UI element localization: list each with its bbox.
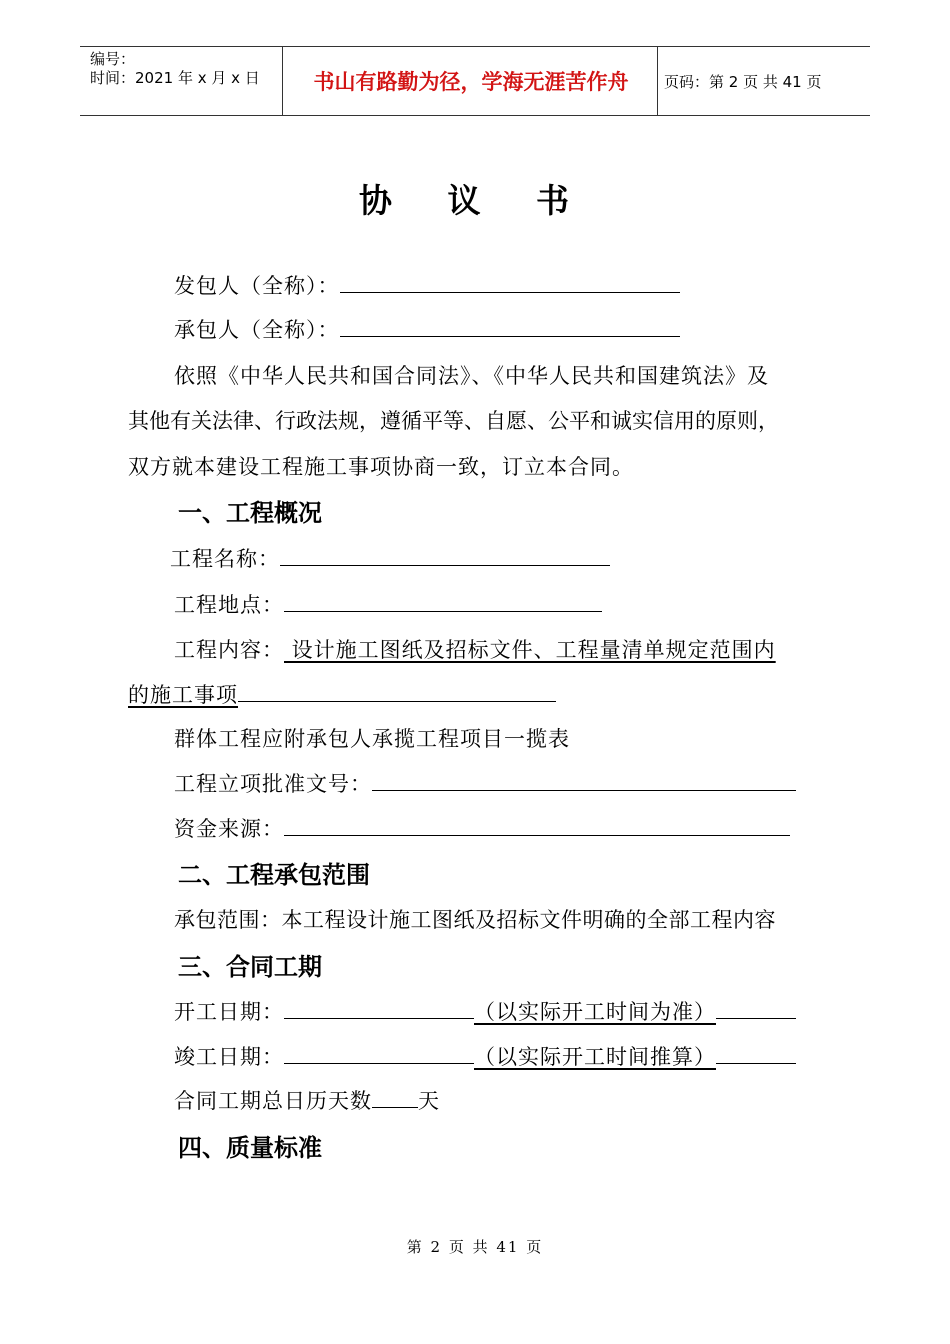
total-days-field[interactable] <box>372 1087 418 1108</box>
document-title: 协 议 书 <box>359 181 591 220</box>
party-a-row <box>174 270 680 300</box>
end-date-note: （以实际开工时间推算） <box>474 1045 716 1069</box>
end-date-label: 竣工日期： <box>174 1045 284 1069</box>
approval-number-field[interactable] <box>372 770 796 791</box>
project-location-label: 工程地点： <box>174 593 284 617</box>
total-days-row <box>174 1085 440 1115</box>
total-days-suffix: 天 <box>418 1089 440 1113</box>
section-heading: 四、质量标准 <box>178 1134 322 1162</box>
party-a-field[interactable] <box>340 272 680 293</box>
fund-source-label: 资金来源： <box>174 817 284 841</box>
project-location-row <box>174 589 602 619</box>
project-name-row <box>170 543 610 573</box>
scope-text: 承包范围：本工程设计施工图纸及招标文件明确的全部工程内容 <box>174 908 776 932</box>
approval-number-label: 工程立项批准文号： <box>174 772 372 796</box>
project-content-value: 设计施工图纸及招标文件、工程量清单规定范围内 <box>284 638 776 662</box>
party-a-label: 发包人（全称）： <box>174 274 340 298</box>
header-meta <box>90 47 282 115</box>
end-date-field-tail <box>716 1043 796 1064</box>
party-b-label: 承包人（全称）： <box>174 318 340 342</box>
header-motto: 书山有路勤为径，学海无涯苦作舟 <box>313 70 629 94</box>
project-name-field[interactable] <box>280 545 610 566</box>
section-heading: 二、工程承包范围 <box>178 861 370 889</box>
end-date-field[interactable] <box>284 1043 474 1064</box>
group-project-note: 群体工程应附承包人承揽工程项目一揽表 <box>174 727 570 751</box>
section-heading: 一、工程概况 <box>178 499 322 527</box>
project-content-row-cont <box>128 679 556 709</box>
preamble-line: 其他有关法律、行政法规，遵循平等、自愿、公平和诚实信用的原则， <box>128 409 779 433</box>
document-date-label: 时间：2021 年 x 月 x 日 <box>90 69 260 87</box>
header-divider <box>282 47 283 115</box>
project-location-field[interactable] <box>284 591 602 612</box>
project-content-row <box>174 634 776 664</box>
section-heading: 三、合同工期 <box>178 953 322 981</box>
start-date-field-tail <box>716 998 796 1019</box>
page-footer: 第 2 页 共 41 页 <box>406 1238 544 1256</box>
fund-source-field[interactable] <box>284 815 790 836</box>
header-divider <box>657 47 658 115</box>
total-days-prefix: 合同工期总日历天数 <box>174 1089 372 1113</box>
start-date-note: （以实际开工时间为准） <box>474 1000 716 1024</box>
approval-number-row <box>174 768 796 798</box>
project-content-value: 的施工事项 <box>128 683 238 707</box>
header-page-number: 页码：第 2 页 共 41 页 <box>664 72 822 91</box>
start-date-row <box>174 996 796 1026</box>
party-b-field[interactable] <box>340 316 680 337</box>
preamble-line: 双方就本建设工程施工事项协商一致，订立本合同。 <box>128 455 634 479</box>
page-header <box>80 46 870 116</box>
document-number-label: 编号： <box>90 50 136 68</box>
project-name-label: 工程名称： <box>170 547 280 571</box>
project-content-label: 工程内容： <box>174 638 284 662</box>
project-content-field[interactable] <box>238 681 556 702</box>
start-date-field[interactable] <box>284 998 474 1019</box>
preamble-line: 依照《中华人民共和国合同法》、《中华人民共和国建筑法》及 <box>174 364 769 388</box>
fund-source-row <box>174 813 790 843</box>
end-date-row <box>174 1041 796 1071</box>
party-b-row <box>174 314 680 344</box>
start-date-label: 开工日期： <box>174 1000 284 1024</box>
